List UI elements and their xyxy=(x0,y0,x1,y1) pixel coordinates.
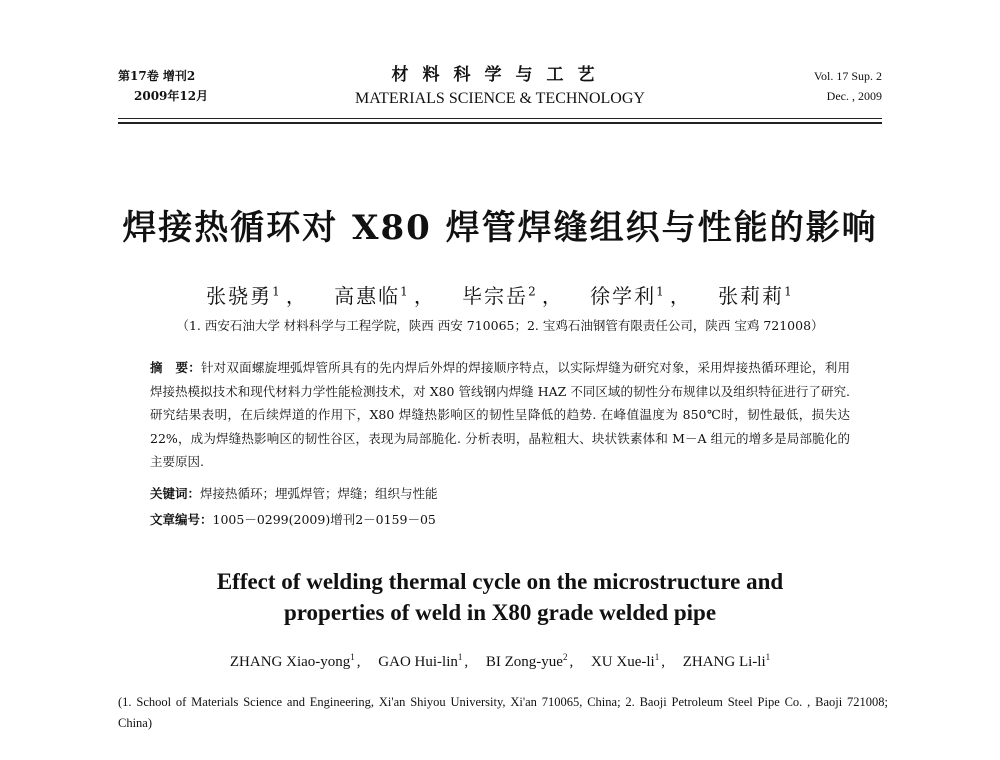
author-cn: 毕宗岳$^2$ xyxy=(462,284,538,308)
abstract-text: 针对双面螺旋埋弧焊管所具有的先内焊后外焊的焊接顺序特点，以实际焊缝为研究对象，采用焊接热循环理论，利用焊接热模拟技术和现代材料力学性能检测技术，对 X80 管线钢内焊缝 HAZ 不同区域的韧性分布规律以及组织特征进行了研究. 研究结果表明，在后续焊道的作用下，X80 焊缝热影响区的韧性呈降低的趋势. 在峰值温度为 850℃时，韧性最低，损失达 22%，成为焊缝热影响区的韧性谷区，表现为局部脆化. 分析表明，晶粒粗大、块状铁素体和 M－A 组元的增多是局部脆化的主要原因. xyxy=(150,360,850,469)
paper-title-en-line1: Effect of welding thermal cycle on the microstructure and xyxy=(216,569,784,594)
keywords-cn xyxy=(150,484,850,502)
author-en: ZHANG $Li-li^1$ xyxy=(682,652,771,670)
keywords-text: 焊接热循环；埋弧焊管；焊缝；组织与性能 xyxy=(200,486,438,501)
volume-issue-en: Vol. 17 Sup. 2 xyxy=(813,69,882,83)
header-rule-thin xyxy=(118,118,882,119)
volume-issue: 第17卷 增刊2 xyxy=(118,69,196,83)
paper-title-en xyxy=(100,566,900,628)
author-en: ZHANG Xiao-yong$^1$ xyxy=(229,652,355,670)
article-number xyxy=(150,510,850,528)
journal-title-cn: 材料科学与工艺 xyxy=(391,65,609,85)
author-en: BI Zong-yue$^2$ xyxy=(485,652,568,670)
author-list-en: ZHANG Xiao-yong$^1$ , GAO Hui-lin$^1$ , BI Zong-yue$^2$ , XU Xue-$li^1$ , ZHANG $Li-li^1$ xyxy=(229,652,771,670)
author-list-cn: 张骁勇$^1$ ， 高惠临$^1$ ， 毕宗岳$^2$ ， 徐学利$^1$ ， 张莉莉$^1$ xyxy=(206,284,794,308)
author-cn: 张莉莉$^1$ xyxy=(718,284,794,308)
publication-date-en: Dec. , 2009 xyxy=(826,89,882,103)
affiliation-en: (1. School of Materials Science and Engineering, Xi'an Shiyou University, Xi'an 710065, China; 2. Baoji Petroleum Steel Pipe Co. , Baoji 721008; China) xyxy=(118,695,888,730)
affiliation-cn: （1. 西安石油大学 材料科学与工程学院，陕西 西安 710065；2. 宝鸡石油钢管有限责任公司，陕西 宝鸡 721008） xyxy=(176,318,824,333)
journal-volume-info xyxy=(118,66,208,106)
journal-title xyxy=(300,64,700,110)
header-rule-thick xyxy=(118,122,882,124)
paper-title-en-line2: properties of weld in X80 grade welded pipe xyxy=(283,600,717,625)
publication-date-cn: 2009年12月 xyxy=(134,89,209,103)
author-cn: 张骁勇$^1$ xyxy=(206,284,282,308)
article-number-text: 1005－0299(2009)增刊2－0159－05 xyxy=(212,512,436,527)
abstract-cn xyxy=(150,356,850,474)
article-number-label: 文章编号： xyxy=(150,512,213,527)
journal-title-en: MATERIALS SCIENCE & TECHNOLOGY xyxy=(355,90,645,107)
paper-title-cn: 焊接热循环对 X80 焊管焊缝组织与性能的影响 xyxy=(122,208,878,248)
abstract-label: 摘 要： xyxy=(150,360,201,375)
author-en: XU Xue-$li^1$ xyxy=(590,652,660,670)
journal-volume-info-en xyxy=(814,66,882,106)
author-cn: 徐学利$^1$ xyxy=(590,284,666,308)
keywords-label: 关键词： xyxy=(150,486,201,501)
author-en: GAO Hui-lin$^1$ xyxy=(378,652,463,670)
author-cn: 高惠临$^1$ xyxy=(334,284,410,308)
